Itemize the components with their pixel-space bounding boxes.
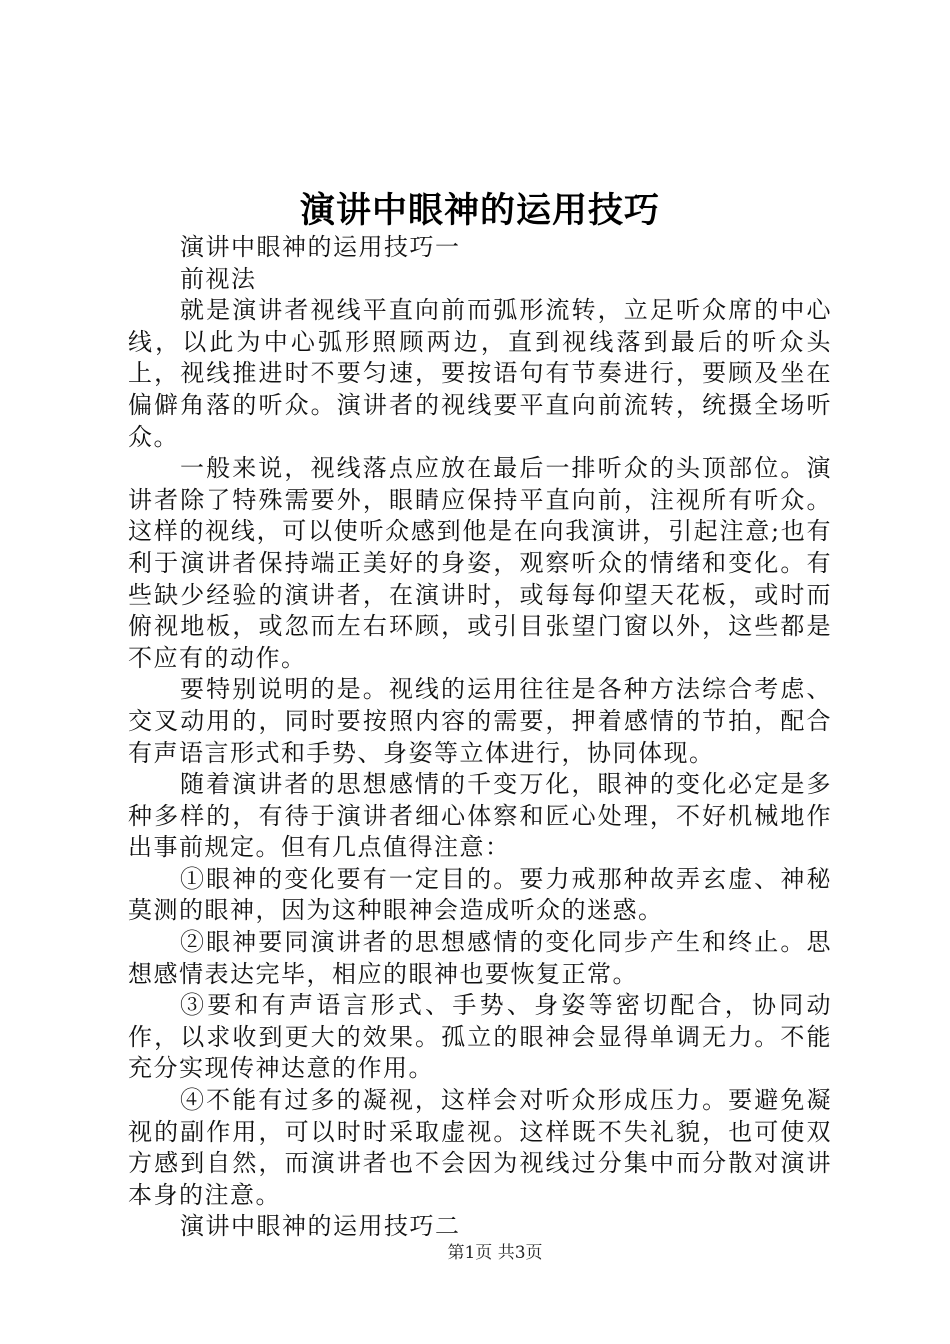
paragraph: 演讲中眼神的运用技巧二: [180, 1212, 461, 1241]
page-footer: 第1页 共3页: [447, 1243, 543, 1263]
paragraph: 要特别说明的是。视线的运用往往是各种方法综合考虑、交叉动用的，同时要按照内容的需要，押着感情的节拍，配合有声语言形式和手势、身姿等立体进行，协同体现。: [128, 675, 832, 767]
paragraph: 一般来说，视线落点应放在最后一排听众的头顶部位。演讲者除了特殊需要外，眼睛应保持平直向前，注视所有听众。这样的视线，可以使听众感到他是在向我演讲，引起注意;也有利于演讲者保持端正美好的身姿，观察听众的情绪和变化。有些缺少经验的演讲者，在演讲时，或每每仰望天花板，或时而俯视地板，或忽而左右环顾，或引目张望门窗以外，这些都是不应有的动作。: [128, 454, 832, 672]
paragraph: 随着演讲者的思想感情的千变万化，眼神的变化必定是多种多样的，有待于演讲者细心体察和匠心处理，不好机械地作出事前规定。但有几点值得注意：: [128, 770, 832, 862]
document-title: 演讲中眼神的运用技巧: [299, 190, 660, 231]
paragraph: ④不能有过多的凝视，这样会对听众形成压力。要避免凝视的副作用，可以时时采取虚视。这样既不失礼貌，也可使双方感到自然，而演讲者也不会因为视线过分集中而分散对演讲本身的注意。: [128, 1086, 832, 1209]
paragraph: 前视法: [180, 264, 257, 293]
paragraph: ③要和有声语言形式、手势、身姿等密切配合，协同动作，以求收到更大的效果。孤立的眼神会显得单调无力。不能充分实现传神达意的作用。: [128, 991, 832, 1083]
paragraph: 就是演讲者视线平直向前而弧形流转，立足听众席的中心线，以此为中心弧形照顾两边，直到视线落到最后的听众头上，视线推进时不要匀速，要按语句有节奏进行，要顾及坐在偏僻角落的听众。演讲者的视线要平直向前流转，统摄全场听众。: [128, 296, 832, 451]
paragraph: ②眼神要同演讲者的思想感情的变化同步产生和终止。思想感情表达完毕，相应的眼神也要恢复正常。: [128, 928, 832, 988]
paragraph: 演讲中眼神的运用技巧一: [180, 233, 461, 261]
paragraph: ①眼神的变化要有一定目的。要力戒那种故弄玄虚、神秘莫测的眼神，因为这种眼神会造成听众的迷惑。: [128, 864, 832, 925]
document-body: [128, 232, 832, 1243]
